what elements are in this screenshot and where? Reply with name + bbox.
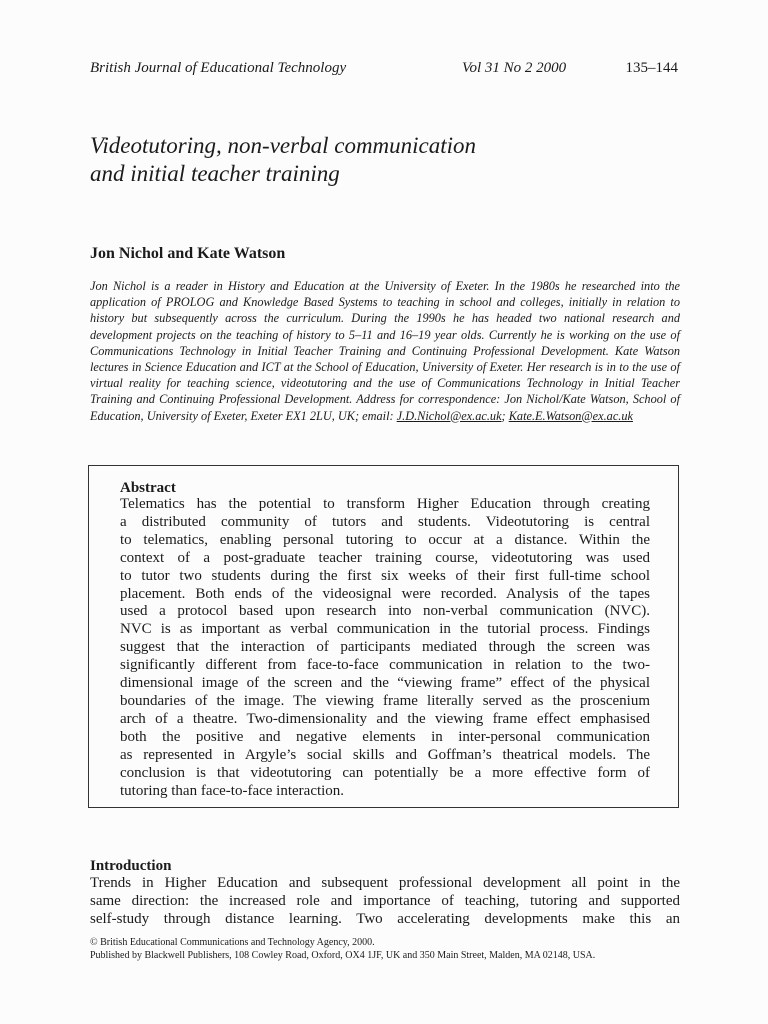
title-line: and initial teacher training	[90, 161, 340, 186]
abstract-heading: Abstract	[120, 480, 176, 496]
abstract-line: boundaries of the image. The viewing frame literally served as the proscenium	[120, 692, 650, 709]
email-link-watson[interactable]: Kate.E.Watson@ex.ac.uk	[508, 408, 633, 423]
abstract-line: used a protocol based upon research into non-verbal communication (NVC).	[120, 603, 650, 620]
abstract-line: to telematics, enabling personal tutoring to occur at a distance. Within the	[120, 531, 650, 548]
author-bio	[90, 278, 680, 424]
abstract-line: conclusion is that videotutoring can potentially be a more effective form of	[120, 764, 650, 781]
authors: Jon Nichol and Kate Watson	[90, 245, 286, 262]
journal-name: British Journal of Educational Technology	[90, 60, 347, 76]
intro-line: self-study through distance learning. Two accelerating developments make this an	[90, 911, 680, 927]
email-link-nichol[interactable]: J.D.Nichol@ex.ac.uk	[396, 408, 502, 423]
publisher-line: Published by Blackwell Publishers, 108 Cowley Road, Oxford, OX4 1JF, UK and 350 Main Street, Malden, MA 02148, USA.	[90, 950, 596, 961]
abstract-line: suggest that the interaction of participants mediated through the screen was	[120, 639, 650, 656]
email-separator: ;	[501, 408, 509, 423]
bio-text: Jon Nichol is a reader in History and Education at the University of Exeter. In the 1980s he researched into the application of PROLOG and Knowledge Based Systems to teaching in school and colleges, initially in relation to history but subsequently across the curriculum. During the 1990s he has headed two national research and development projects on the teaching of history to 5–11 and 16–19 year olds. Currently he is working on the use of Communications Technology in Initial Teacher Training and Continuing Professional Development. Kate Watson lectures in Science Education and ICT at the School of Education, University of Exeter. Her research is in to the use of virtual reality for teaching science, videotutoring and the use of Communications Technology in Initial Teacher Training and Continuing Professional Development. Address for correspondence: Jon Nichol/Kate Watson, School of Education, University of Exeter, Exeter EX1 2LU, UK; email:	[90, 279, 680, 423]
intro-line: same direction: the increased role and importance of teaching, tutoring and supported	[90, 893, 680, 909]
introduction-heading: Introduction	[90, 858, 172, 874]
running-header	[90, 60, 678, 82]
abstract-line: context of a post-graduate teacher training course, videotutoring was used	[120, 549, 650, 566]
abstract-line: NVC is as important as verbal communication in the tutorial process. Findings	[120, 621, 650, 638]
article-title	[90, 132, 690, 188]
copyright-line: © British Educational Communications and Technology Agency, 2000.	[90, 937, 375, 948]
intro-line: Trends in Higher Education and subsequent professional development all point in the	[90, 875, 680, 891]
abstract-line: placement. Both ends of the videosignal were recorded. Analysis of the tapes	[120, 585, 650, 602]
title-line: Videotutoring, non-verbal communication	[90, 133, 477, 158]
abstract-line: both the positive and negative elements in inter-personal communication	[120, 728, 650, 745]
abstract-line: to tutor two students during the first six weeks of their first full-time school	[120, 567, 650, 584]
abstract-body	[120, 496, 650, 800]
abstract-line: arch of a theatre. Two-dimensionality and the viewing frame effect emphasised	[120, 710, 650, 727]
abstract-line: significantly different from face-to-face communication in relation to the two-	[120, 657, 650, 674]
copyright-footer	[90, 936, 595, 962]
volume-info: Vol 31 No 2 2000	[462, 60, 567, 76]
page-range: 135–144	[625, 60, 678, 76]
abstract-line: a distributed community of tutors and students. Videotutoring is central	[120, 513, 650, 530]
abstract-line: Telematics has the potential to transform Higher Education through creating	[120, 496, 650, 512]
abstract-line: dimensional image of the screen and the “viewing frame” effect of the physical	[120, 675, 650, 692]
abstract-line: tutoring than face-to-face interaction.	[120, 782, 345, 799]
introduction-body	[90, 874, 680, 928]
abstract-line: as represented in Argyle’s social skills and Goffman’s theatrical models. The	[120, 746, 650, 763]
